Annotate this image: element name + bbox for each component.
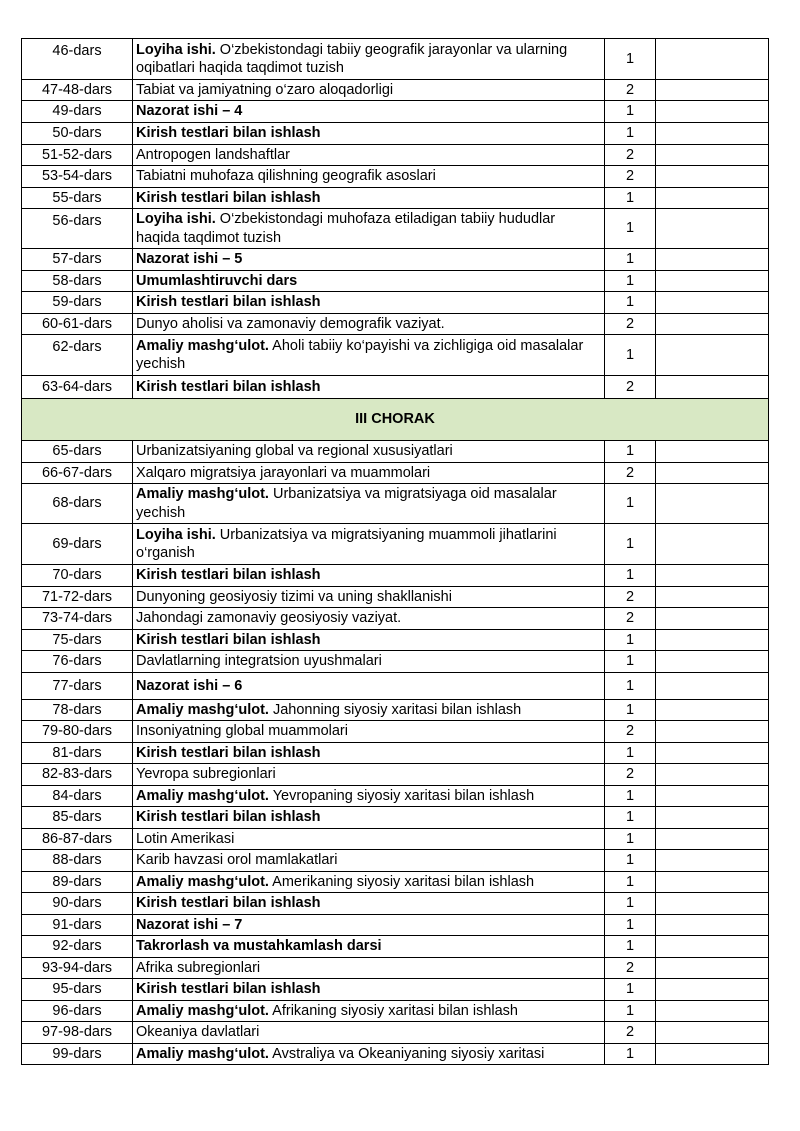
lesson-number: 59-dars	[22, 292, 133, 314]
lesson-topic	[133, 249, 605, 271]
notes-cell	[656, 271, 769, 292]
lesson-number: 50-dars	[22, 123, 133, 145]
lesson-number: 49-dars	[22, 101, 133, 123]
lesson-hours: 2	[605, 80, 656, 101]
lesson-topic	[133, 145, 605, 166]
lesson-topic-text: Jahonning siyosiy xaritasi bilan ishlash	[268, 701, 522, 718]
notes-cell	[656, 1001, 769, 1022]
lesson-hours: 1	[605, 893, 656, 915]
lesson-topic-text: Insoniyatning global muammolari	[136, 723, 348, 739]
notes-cell	[656, 673, 769, 700]
table-row	[22, 786, 769, 807]
lesson-hours: 1	[605, 807, 656, 829]
table-row	[22, 441, 769, 463]
lesson-topic	[133, 1022, 605, 1044]
lesson-number: 79-80-dars	[22, 721, 133, 743]
notes-cell	[656, 484, 769, 524]
lesson-topic-text: Urbanizatsiya va migratsiyaning muammoli jihatlarini o‘rganish	[136, 526, 557, 561]
lesson-hours: 1	[605, 651, 656, 673]
lesson-topic-bold: Amaliy mashg‘ulot.	[136, 787, 269, 804]
table-row	[22, 484, 769, 524]
lesson-topic-text: Dunyo aholisi va zamonaviy demografik vaziyat.	[136, 315, 445, 332]
lesson-topic-text: Tabiat va jamiyatning o‘zaro aloqadorligi	[136, 81, 394, 98]
table-row	[22, 1044, 769, 1065]
lesson-topic	[133, 463, 605, 484]
notes-cell	[656, 743, 769, 764]
notes-cell	[656, 166, 769, 188]
lesson-number: 89-dars	[22, 872, 133, 893]
table-row	[22, 166, 769, 188]
lesson-topic-bold: Kirish testlari bilan ishlash	[136, 567, 321, 583]
table-row	[22, 314, 769, 335]
lesson-topic-bold: Nazorat ishi – 4	[136, 103, 243, 119]
lesson-topic-bold: Nazorat ishi – 7	[136, 916, 243, 933]
lesson-topic	[133, 166, 605, 188]
lesson-hours: 1	[605, 249, 656, 271]
lesson-hours: 1	[605, 292, 656, 314]
notes-cell	[656, 524, 769, 565]
lesson-topic	[133, 936, 605, 958]
notes-cell	[656, 565, 769, 587]
lesson-hours: 2	[605, 376, 656, 399]
notes-cell	[656, 101, 769, 123]
lesson-topic-text: Afrika subregionlari	[136, 959, 261, 976]
table-row	[22, 630, 769, 651]
lesson-topic	[133, 829, 605, 850]
lesson-number: 73-74-dars	[22, 608, 133, 630]
notes-cell	[656, 249, 769, 271]
lesson-number: 82-83-dars	[22, 764, 133, 786]
lesson-number: 60-61-dars	[22, 314, 133, 335]
table-row	[22, 936, 769, 958]
lesson-topic-text: Lotin Amerikasi	[136, 830, 235, 847]
lesson-topic	[133, 80, 605, 101]
lesson-hours: 1	[605, 630, 656, 651]
lesson-hours: 1	[605, 39, 656, 80]
lesson-number: 57-dars	[22, 249, 133, 271]
lesson-topic	[133, 524, 605, 565]
lesson-number: 91-dars	[22, 915, 133, 936]
lesson-number: 75-dars	[22, 630, 133, 651]
lesson-topic-bold: Nazorat ishi – 6	[136, 677, 243, 694]
lesson-topic-text: Okeaniya davlatlari	[136, 1024, 260, 1040]
lesson-number: 96-dars	[22, 1001, 133, 1022]
lesson-topic-text: Jahondagi zamonaviy geosiyosiy vaziyat.	[136, 610, 402, 626]
lesson-topic	[133, 764, 605, 786]
lesson-hours: 1	[605, 101, 656, 123]
table-row	[22, 807, 769, 829]
table-row	[22, 335, 769, 376]
table-row	[22, 872, 769, 893]
lesson-topic	[133, 292, 605, 314]
lesson-topic	[133, 101, 605, 123]
table-row	[22, 292, 769, 314]
lesson-topic-bold: Umumlashtiruvchi dars	[136, 272, 298, 289]
lesson-number: 55-dars	[22, 188, 133, 209]
lesson-topic-bold: Amaliy mashg‘ulot.	[136, 873, 269, 890]
lesson-topic	[133, 721, 605, 743]
lesson-number: 97-98-dars	[22, 1022, 133, 1044]
notes-cell	[656, 80, 769, 101]
lesson-hours: 1	[605, 1044, 656, 1065]
lesson-hours: 1	[605, 188, 656, 209]
lesson-topic	[133, 630, 605, 651]
lesson-topic-text: Urbanizatsiya va migratsiyaga oid masalalar yechish	[136, 486, 557, 521]
lesson-topic	[133, 39, 605, 80]
lesson-hours: 1	[605, 271, 656, 292]
table-row	[22, 188, 769, 209]
lesson-topic-text: Karib havzasi orol mamlakatlari	[136, 852, 338, 868]
lesson-hours: 1	[605, 209, 656, 249]
lesson-hours: 2	[605, 587, 656, 608]
lesson-hours: 2	[605, 721, 656, 743]
notes-cell	[656, 39, 769, 80]
table-row	[22, 524, 769, 565]
lesson-topic	[133, 608, 605, 630]
table-row	[22, 565, 769, 587]
lesson-topic-bold: Takrorlash va mustahkamlash darsi	[136, 938, 382, 954]
notes-cell	[656, 123, 769, 145]
lesson-hours: 1	[605, 872, 656, 893]
lesson-hours: 1	[605, 673, 656, 700]
notes-cell	[656, 979, 769, 1001]
lesson-topic	[133, 850, 605, 872]
table-row	[22, 463, 769, 484]
lesson-topic-text: Aholi tabiiy ko‘payishi va zichligiga oid masalalar yechish	[136, 337, 584, 372]
notes-cell	[656, 463, 769, 484]
lesson-topic	[133, 700, 605, 721]
table-row	[22, 1001, 769, 1022]
table-row	[22, 979, 769, 1001]
lesson-number: 85-dars	[22, 807, 133, 829]
lesson-topic-text: Yevropa subregionlari	[136, 766, 276, 782]
table-row	[22, 249, 769, 271]
table-row	[22, 271, 769, 292]
notes-cell	[656, 1022, 769, 1044]
lesson-topic	[133, 484, 605, 524]
notes-cell	[656, 721, 769, 743]
lesson-topic	[133, 958, 605, 979]
lesson-hours: 2	[605, 1022, 656, 1044]
lesson-topic	[133, 209, 605, 249]
lesson-number: 51-52-dars	[22, 145, 133, 166]
lesson-plan-table	[21, 38, 769, 1065]
lesson-topic	[133, 188, 605, 209]
lesson-topic	[133, 123, 605, 145]
quarter-header: III CHORAK	[22, 399, 769, 441]
lesson-topic-text: Yevropaning siyosiy xaritasi bilan ishlash	[268, 787, 535, 804]
lesson-topic-bold: Amaliy mashg‘ulot.	[136, 1002, 269, 1019]
notes-cell	[656, 829, 769, 850]
lesson-topic-bold: Loyiha ishi.	[136, 211, 216, 227]
lesson-topic-text: Tabiatni muhofaza qilishning geografik asoslari	[136, 168, 436, 184]
lesson-number: 62-dars	[22, 335, 133, 376]
lesson-topic-bold: Amaliy mashg‘ulot.	[136, 337, 269, 354]
notes-cell	[656, 209, 769, 249]
lesson-hours: 2	[605, 764, 656, 786]
lesson-number: 71-72-dars	[22, 587, 133, 608]
lesson-topic	[133, 743, 605, 764]
lesson-hours: 1	[605, 743, 656, 764]
lesson-topic-text: Davlatlarning integratsion uyushmalari	[136, 653, 382, 669]
notes-cell	[656, 893, 769, 915]
table-row	[22, 608, 769, 630]
lesson-topic	[133, 651, 605, 673]
notes-cell	[656, 958, 769, 979]
quarter-header-row	[22, 399, 769, 441]
lesson-topic-text: Amerikaning siyosiy xaritasi bilan ishlash	[268, 873, 535, 890]
lesson-number: 95-dars	[22, 979, 133, 1001]
table-row	[22, 123, 769, 145]
lesson-number: 56-dars	[22, 209, 133, 249]
lesson-topic-bold: Kirish testlari bilan ishlash	[136, 189, 321, 206]
lesson-hours: 1	[605, 829, 656, 850]
table-row	[22, 651, 769, 673]
lesson-topic	[133, 1044, 605, 1065]
lesson-number: 70-dars	[22, 565, 133, 587]
lesson-topic-bold: Amaliy mashg‘ulot.	[136, 486, 269, 502]
notes-cell	[656, 807, 769, 829]
table-row	[22, 764, 769, 786]
lesson-number: 88-dars	[22, 850, 133, 872]
lesson-number: 78-dars	[22, 700, 133, 721]
lesson-hours: 1	[605, 123, 656, 145]
notes-cell	[656, 764, 769, 786]
table-row	[22, 209, 769, 249]
notes-cell	[656, 915, 769, 936]
notes-cell	[656, 630, 769, 651]
lesson-topic	[133, 673, 605, 700]
table-row	[22, 673, 769, 700]
notes-cell	[656, 608, 769, 630]
lesson-number: 90-dars	[22, 893, 133, 915]
table-row	[22, 958, 769, 979]
table-row	[22, 721, 769, 743]
lesson-topic-bold: Amaliy mashg‘ulot.	[136, 1045, 269, 1062]
lesson-topic	[133, 314, 605, 335]
notes-cell	[656, 651, 769, 673]
table-row	[22, 587, 769, 608]
lesson-topic	[133, 893, 605, 915]
lesson-number: 84-dars	[22, 786, 133, 807]
lesson-hours: 2	[605, 608, 656, 630]
lesson-hours: 1	[605, 441, 656, 463]
table-row	[22, 376, 769, 399]
lesson-topic	[133, 872, 605, 893]
lesson-hours: 1	[605, 786, 656, 807]
lesson-topic	[133, 807, 605, 829]
lesson-topic	[133, 376, 605, 399]
lesson-hours: 2	[605, 463, 656, 484]
lesson-number: 69-dars	[22, 524, 133, 565]
lesson-plan-body	[22, 39, 769, 1065]
lesson-topic	[133, 565, 605, 587]
lesson-topic-bold: Loyiha ishi.	[136, 526, 216, 543]
notes-cell	[656, 188, 769, 209]
notes-cell	[656, 145, 769, 166]
lesson-number: 76-dars	[22, 651, 133, 673]
table-row	[22, 915, 769, 936]
notes-cell	[656, 1044, 769, 1065]
lesson-hours: 2	[605, 166, 656, 188]
lesson-topic	[133, 271, 605, 292]
lesson-topic-bold: Kirish testlari bilan ishlash	[136, 125, 321, 141]
lesson-topic	[133, 335, 605, 376]
lesson-topic-bold: Kirish testlari bilan ishlash	[136, 378, 321, 395]
lesson-hours: 2	[605, 145, 656, 166]
notes-cell	[656, 441, 769, 463]
lesson-number: 68-dars	[22, 484, 133, 524]
lesson-topic-text: O‘zbekistondagi tabiiy geografik jarayonlar va ularning oqibatlari haqida taqdimot tuzish	[136, 41, 568, 76]
lesson-number: 47-48-dars	[22, 80, 133, 101]
lesson-number: 66-67-dars	[22, 463, 133, 484]
lesson-topic-text: Xalqaro migratsiya jarayonlari va muammolari	[136, 464, 431, 481]
lesson-topic-text: Dunyoning geosiyosiy tizimi va uning shakllanishi	[136, 588, 452, 605]
lesson-topic-bold: Kirish testlari bilan ishlash	[136, 294, 321, 310]
notes-cell	[656, 700, 769, 721]
lesson-number: 81-dars	[22, 743, 133, 764]
lesson-topic-bold: Kirish testlari bilan ishlash	[136, 809, 321, 825]
lesson-topic-text: Avstraliya va Okeaniyaning siyosiy xaritasi	[268, 1045, 545, 1062]
lesson-hours: 1	[605, 700, 656, 721]
lesson-topic	[133, 441, 605, 463]
lesson-hours: 1	[605, 915, 656, 936]
notes-cell	[656, 936, 769, 958]
lesson-topic-text: Afrikaning siyosiy xaritasi bilan ishlash	[268, 1002, 518, 1019]
lesson-topic-text: O‘zbekistondagi muhofaza etiladigan tabiiy hududlar haqida taqdimot tuzish	[136, 211, 556, 246]
lesson-number: 58-dars	[22, 271, 133, 292]
lesson-hours: 1	[605, 484, 656, 524]
table-row	[22, 743, 769, 764]
table-row	[22, 1022, 769, 1044]
lesson-hours: 2	[605, 958, 656, 979]
table-row	[22, 700, 769, 721]
lesson-hours: 1	[605, 565, 656, 587]
notes-cell	[656, 335, 769, 376]
lesson-topic	[133, 587, 605, 608]
lesson-topic	[133, 1001, 605, 1022]
notes-cell	[656, 786, 769, 807]
lesson-hours: 1	[605, 979, 656, 1001]
notes-cell	[656, 314, 769, 335]
lesson-hours: 1	[605, 335, 656, 376]
lesson-topic-bold: Nazorat ishi – 5	[136, 251, 243, 267]
lesson-number: 77-dars	[22, 673, 133, 700]
lesson-number: 93-94-dars	[22, 958, 133, 979]
lesson-topic-text: Antropogen landshaftlar	[136, 146, 290, 163]
notes-cell	[656, 587, 769, 608]
lesson-hours: 1	[605, 1001, 656, 1022]
notes-cell	[656, 872, 769, 893]
lesson-number: 92-dars	[22, 936, 133, 958]
lesson-hours: 2	[605, 314, 656, 335]
lesson-number: 46-dars	[22, 39, 133, 80]
lesson-topic-bold: Kirish testlari bilan ishlash	[136, 744, 321, 761]
table-row	[22, 850, 769, 872]
notes-cell	[656, 850, 769, 872]
lesson-topic	[133, 979, 605, 1001]
lesson-topic-text: Urbanizatsiyaning global va regional xususiyatlari	[136, 443, 453, 459]
table-row	[22, 893, 769, 915]
lesson-number: 65-dars	[22, 441, 133, 463]
lesson-number: 63-64-dars	[22, 376, 133, 399]
lesson-topic-bold: Kirish testlari bilan ishlash	[136, 631, 321, 648]
table-row	[22, 829, 769, 850]
lesson-topic	[133, 915, 605, 936]
lesson-number: 99-dars	[22, 1044, 133, 1065]
table-row	[22, 80, 769, 101]
lesson-hours: 1	[605, 850, 656, 872]
lesson-topic-bold: Kirish testlari bilan ishlash	[136, 895, 321, 911]
lesson-topic	[133, 786, 605, 807]
notes-cell	[656, 376, 769, 399]
lesson-hours: 1	[605, 936, 656, 958]
table-row	[22, 39, 769, 80]
notes-cell	[656, 292, 769, 314]
table-row	[22, 101, 769, 123]
lesson-number: 86-87-dars	[22, 829, 133, 850]
lesson-hours: 1	[605, 524, 656, 565]
lesson-topic-bold: Amaliy mashg‘ulot.	[136, 701, 269, 718]
lesson-number: 53-54-dars	[22, 166, 133, 188]
lesson-topic-bold: Kirish testlari bilan ishlash	[136, 981, 321, 997]
table-row	[22, 145, 769, 166]
lesson-topic-bold: Loyiha ishi.	[136, 41, 216, 58]
